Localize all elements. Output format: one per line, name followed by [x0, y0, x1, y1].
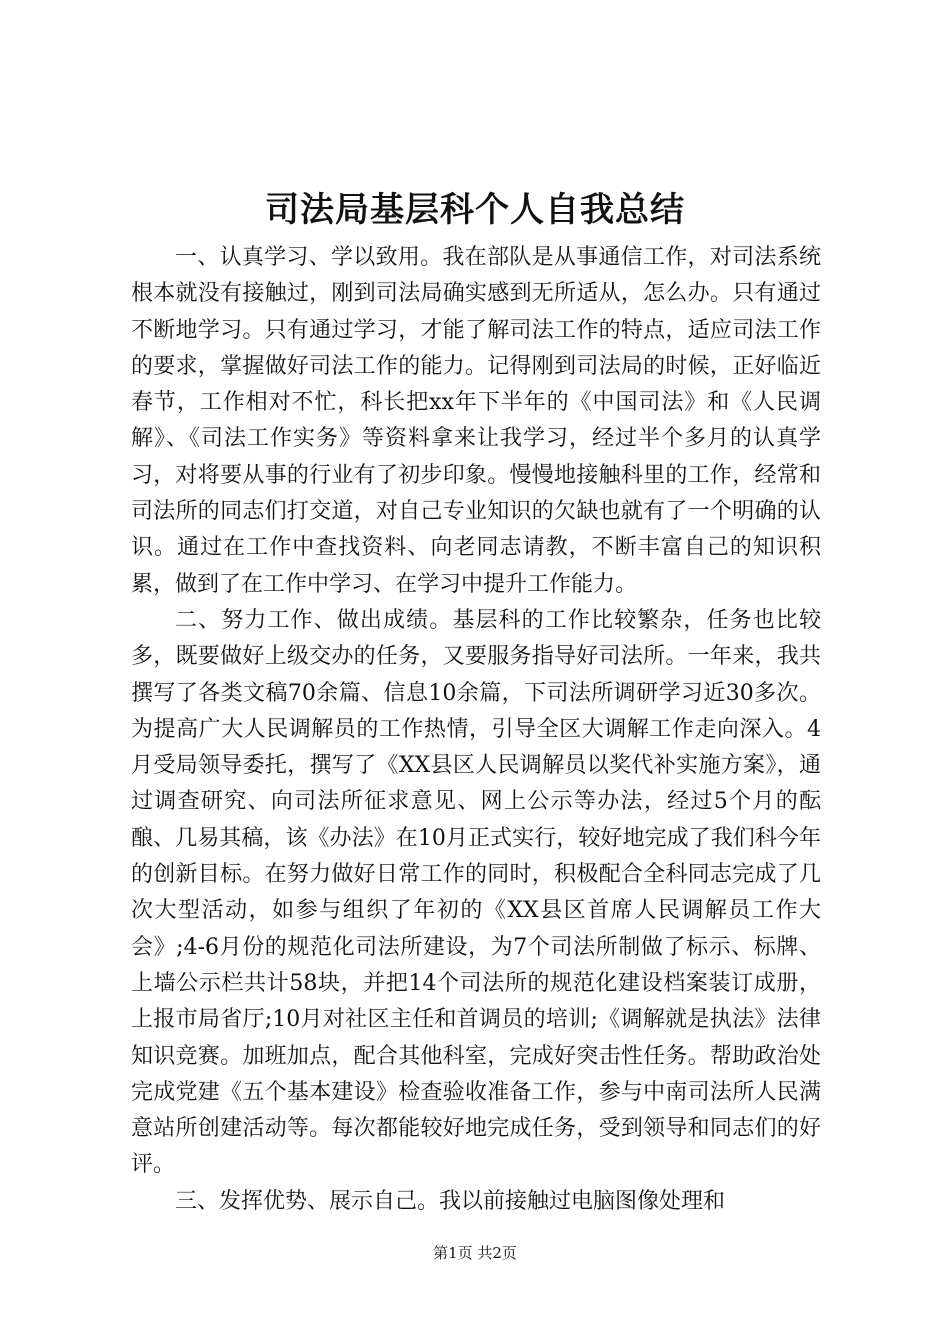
paragraph-work: 二、努力工作、做出成绩。基层科的工作比较繁杂，任务也比较多，既要做好上级交办的任务，又要服务指导好司法所。一年来，我共撰写了各类文稿70余篇、信息10余篇，下司法所调研学习近30多次。为提高广大人民调解员的工作热情，引导全区大调解工作走向深入。4月受局领导委托，撰写了《XX县区人民调解员以奖代补实施方案》，通过调查研究、向司法所征求意见、网上公示等办法，经过5个月的酝酿、几易其稿，该《办法》在10月正式实行，较好地完成了我们科今年的创新目标。在努力做好日常工作的同时，积极配合全科同志完成了几次大型活动，如参与组织了年初的《XX县区首席人民调解员工作大会》;4-6月份的规范化司法所建设，为7个司法所制做了标示、标牌、上墙公示栏共计58块，并把14个司法所的规范化建设档案装订成册，上报市局省厅;10月对社区主任和首调员的培训;《调解就是执法》法律知识竞赛。加班加点，配合其他科室，完成好突击性任务。帮助政治处完成党建《五个基本建设》检查验收准备工作，参与中南司法所人民满意站所创建活动等。每次都能较好地完成任务，受到领导和同志们的好评。 [131, 607, 821, 1178]
document-title: 司法局基层科个人自我总结 [265, 190, 685, 230]
paragraph-strengths: 三、发挥优势、展示自己。我以前接触过电脑图像处理和 [175, 1188, 726, 1214]
page-footer: 第1页 共2页 [433, 1244, 517, 1262]
document-body [131, 240, 821, 1220]
paragraph-study: 一、认真学习、学以致用。我在部队是从事通信工作，对司法系统根本就没有接触过，刚到司法局确实感到无所适从，怎么办。只有通过不断地学习。只有通过学习，才能了解司法工作的特点，适应司法工作的要求，掌握做好司法工作的能力。记得刚到司法局的时候，正好临近春节，工作相对不忙，科长把xx年下半年的《中国司法》和《人民调解》、《司法工作实务》等资料拿来让我学习，经过半个多月的认真学习，对将要从事的行业有了初步印象。慢慢地接触科里的工作，经常和司法所的同志们打交道，对自己专业知识的欠缺也就有了一个明确的认识。通过在工作中查找资料、向老同志请教，不断丰富自己的知识积累，做到了在工作中学习、在学习中提升工作能力。 [131, 245, 821, 597]
